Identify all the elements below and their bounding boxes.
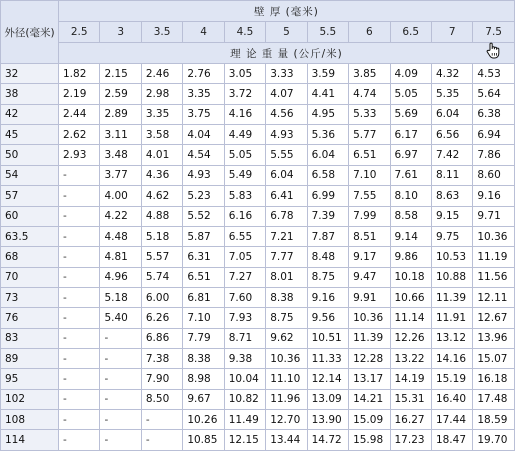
weight-cell: 2.76 [183, 64, 224, 84]
weight-cell: 14.19 [390, 369, 431, 389]
table-row [1, 349, 515, 369]
weight-cell: 9.16 [307, 287, 348, 307]
weight-cell: 6.00 [141, 287, 182, 307]
weight-cell: 6.17 [390, 125, 431, 145]
weight-cell: - [100, 369, 141, 389]
weight-cell: 4.49 [224, 125, 265, 145]
weight-cell: 16.27 [390, 410, 431, 430]
weight-cell: 10.66 [390, 287, 431, 307]
weight-cell: - [59, 328, 100, 348]
outer-diameter-cell: 95 [1, 369, 59, 389]
outer-diameter-cell: 45 [1, 125, 59, 145]
weight-cell: - [100, 349, 141, 369]
weight-cell: - [100, 328, 141, 348]
outer-diameter-cell: 60 [1, 206, 59, 226]
weight-cell: 6.31 [183, 247, 224, 267]
weight-cell: 13.17 [349, 369, 390, 389]
weight-cell: 17.23 [390, 430, 431, 451]
wall-thickness-column-header: 4 [183, 22, 224, 43]
wall-thickness-column-header: 6 [349, 22, 390, 43]
weight-cell: 5.35 [431, 84, 472, 104]
weight-cell: 5.05 [224, 145, 265, 165]
outer-diameter-cell: 32 [1, 64, 59, 84]
weight-cell: 6.78 [266, 206, 307, 226]
weight-cell: 3.11 [100, 125, 141, 145]
weight-cell: - [59, 247, 100, 267]
weight-cell: 5.49 [224, 165, 265, 185]
weight-cell: 4.93 [183, 165, 224, 185]
outer-diameter-cell: 54 [1, 165, 59, 185]
weight-cell: 3.05 [224, 64, 265, 84]
wall-thickness-title: 壁 厚 (毫米) [59, 1, 515, 22]
weight-cell: 4.09 [390, 64, 431, 84]
weight-cell: 12.67 [473, 308, 514, 328]
weight-cell: 12.28 [349, 349, 390, 369]
weight-cell: 13.44 [266, 430, 307, 451]
weight-cell: 7.27 [224, 267, 265, 287]
weight-cell: 5.40 [100, 308, 141, 328]
weight-cell: 6.04 [431, 104, 472, 124]
outer-diameter-cell: 70 [1, 267, 59, 287]
weight-cell: 6.26 [141, 308, 182, 328]
weight-cell: 5.33 [349, 104, 390, 124]
wall-thickness-column-header: 3 [100, 22, 141, 43]
table-row [1, 287, 515, 307]
weight-cell: 5.57 [141, 247, 182, 267]
table-row [1, 247, 515, 267]
weight-cell: 4.81 [100, 247, 141, 267]
weight-cell: 10.85 [183, 430, 224, 451]
weight-cell: 8.38 [183, 349, 224, 369]
weight-cell: 5.64 [473, 84, 514, 104]
weight-cell: 13.09 [307, 389, 348, 409]
weight-cell: 2.44 [59, 104, 100, 124]
table-row [1, 410, 515, 430]
weight-cell: 11.10 [266, 369, 307, 389]
weight-cell: 4.01 [141, 145, 182, 165]
weight-cell: 16.18 [473, 369, 514, 389]
weight-cell: 4.54 [183, 145, 224, 165]
weight-cell: 5.23 [183, 186, 224, 206]
weight-cell: 3.85 [349, 64, 390, 84]
weight-cell: 10.82 [224, 389, 265, 409]
weight-cell: 2.62 [59, 125, 100, 145]
weight-cell: 9.75 [431, 226, 472, 246]
weight-cell: - [59, 430, 100, 451]
weight-cell: 4.04 [183, 125, 224, 145]
weight-cell: - [59, 226, 100, 246]
weight-cell: 10.26 [183, 410, 224, 430]
weight-cell: 15.07 [473, 349, 514, 369]
weight-cell: 5.83 [224, 186, 265, 206]
wall-thickness-column-header: 2.5 [59, 22, 100, 43]
wall-thickness-column-header: 4.5 [224, 22, 265, 43]
weight-cell: 6.56 [431, 125, 472, 145]
weight-cell: 8.58 [390, 206, 431, 226]
weight-cell: 7.60 [224, 287, 265, 307]
weight-cell: 13.90 [307, 410, 348, 430]
weight-cell: 9.56 [307, 308, 348, 328]
outer-diameter-cell: 57 [1, 186, 59, 206]
weight-cell: 17.44 [431, 410, 472, 430]
outer-diameter-cell: 73 [1, 287, 59, 307]
table-body [1, 64, 515, 451]
weight-cell: - [59, 349, 100, 369]
weight-cell: - [100, 410, 141, 430]
weight-cell: - [59, 206, 100, 226]
weight-cell: 3.35 [141, 104, 182, 124]
wall-thickness-column-header: 5 [266, 22, 307, 43]
weight-cell: 7.42 [431, 145, 472, 165]
weight-cell: - [59, 165, 100, 185]
weight-cell: 7.38 [141, 349, 182, 369]
weight-cell: 1.82 [59, 64, 100, 84]
weight-cell: 5.52 [183, 206, 224, 226]
weight-cell: 15.19 [431, 369, 472, 389]
wall-thickness-column-header: 3.5 [141, 22, 182, 43]
outer-diameter-cell: 63.5 [1, 226, 59, 246]
weight-cell: 14.21 [349, 389, 390, 409]
weight-cell: 3.72 [224, 84, 265, 104]
weight-cell: - [100, 430, 141, 451]
weight-cell: 4.48 [100, 226, 141, 246]
weight-cell: 8.75 [266, 308, 307, 328]
outer-diameter-cell: 114 [1, 430, 59, 451]
weight-cell: 4.93 [266, 125, 307, 145]
weight-cell: 10.36 [349, 308, 390, 328]
table-row [1, 226, 515, 246]
outer-diameter-cell: 102 [1, 389, 59, 409]
weight-cell: 6.58 [307, 165, 348, 185]
weight-cell: 11.19 [473, 247, 514, 267]
hand-pointer-icon [485, 41, 501, 59]
weight-cell: 12.70 [266, 410, 307, 430]
weight-cell: - [59, 389, 100, 409]
weight-cell: 5.05 [390, 84, 431, 104]
weight-cell: 4.53 [473, 64, 514, 84]
wall-thickness-column-header: 5.5 [307, 22, 348, 43]
weight-cell: 10.88 [431, 267, 472, 287]
weight-cell: 17.48 [473, 389, 514, 409]
weight-cell: 8.01 [266, 267, 307, 287]
table-row [1, 145, 515, 165]
table-row [1, 389, 515, 409]
weight-cell: 13.96 [473, 328, 514, 348]
weight-cell: - [59, 410, 100, 430]
table-row [1, 430, 515, 451]
weight-cell: 4.62 [141, 186, 182, 206]
weight-cell: 9.62 [266, 328, 307, 348]
outer-diameter-cell: 50 [1, 145, 59, 165]
weight-cell: 11.39 [431, 287, 472, 307]
weight-cell: 6.55 [224, 226, 265, 246]
weight-cell: 9.16 [473, 186, 514, 206]
weight-cell: 3.59 [307, 64, 348, 84]
wall-thickness-column-header: 7 [431, 22, 472, 43]
weight-cell: 6.97 [390, 145, 431, 165]
weight-cell: 7.21 [266, 226, 307, 246]
weight-cell: 7.86 [473, 145, 514, 165]
weight-cell: 4.32 [431, 64, 472, 84]
weight-cell: 6.04 [266, 165, 307, 185]
weight-cell: 10.36 [266, 349, 307, 369]
table-row [1, 267, 515, 287]
weight-cell: 18.47 [431, 430, 472, 451]
weight-cell: 10.36 [473, 226, 514, 246]
table-row [1, 125, 515, 145]
weight-cell: 2.98 [141, 84, 182, 104]
table-row [1, 206, 515, 226]
weight-cell: 2.59 [100, 84, 141, 104]
weight-cell: 3.48 [100, 145, 141, 165]
weight-cell: 14.72 [307, 430, 348, 451]
weight-cell: 3.77 [100, 165, 141, 185]
weight-cell: 7.90 [141, 369, 182, 389]
weight-cell: 12.14 [307, 369, 348, 389]
weight-cell: 5.77 [349, 125, 390, 145]
weight-cell: 9.91 [349, 287, 390, 307]
weight-cell: 4.36 [141, 165, 182, 185]
weight-cell: 8.75 [307, 267, 348, 287]
weight-cell: 5.36 [307, 125, 348, 145]
weight-cell: 3.75 [183, 104, 224, 124]
header-row-wall-title [1, 1, 515, 22]
weight-cell: 2.46 [141, 64, 182, 84]
weight-cell: 15.31 [390, 389, 431, 409]
table-row [1, 84, 515, 104]
weight-cell: 9.17 [349, 247, 390, 267]
weight-cell: 6.81 [183, 287, 224, 307]
weight-cell: 10.04 [224, 369, 265, 389]
weight-cell: 5.18 [100, 287, 141, 307]
weight-cell: 5.87 [183, 226, 224, 246]
weight-cell: 6.99 [307, 186, 348, 206]
weight-cell: 3.35 [183, 84, 224, 104]
outer-diameter-cell: 76 [1, 308, 59, 328]
weight-cell: 8.50 [141, 389, 182, 409]
wall-thickness-column-header: 6.5 [390, 22, 431, 43]
table-row [1, 369, 515, 389]
weight-cell: 11.56 [473, 267, 514, 287]
weight-cell: 7.77 [266, 247, 307, 267]
weight-cell: 8.51 [349, 226, 390, 246]
table-row [1, 104, 515, 124]
weight-cell: 12.15 [224, 430, 265, 451]
weight-cell: 18.59 [473, 410, 514, 430]
weight-cell: 5.55 [266, 145, 307, 165]
weight-cell: 11.33 [307, 349, 348, 369]
weight-cell: 2.93 [59, 145, 100, 165]
weight-cell: - [59, 186, 100, 206]
weight-cell: 9.14 [390, 226, 431, 246]
weight-cell: 4.74 [349, 84, 390, 104]
weight-cell: 15.98 [349, 430, 390, 451]
weight-cell: 12.11 [473, 287, 514, 307]
weight-cell: 4.00 [100, 186, 141, 206]
weight-cell: 19.70 [473, 430, 514, 451]
weight-cell: 7.05 [224, 247, 265, 267]
weight-cell: 4.41 [307, 84, 348, 104]
weight-cell: 7.87 [307, 226, 348, 246]
weight-cell: 10.18 [390, 267, 431, 287]
weight-cell: 7.61 [390, 165, 431, 185]
weight-cell: 11.39 [349, 328, 390, 348]
outer-diameter-cell: 38 [1, 84, 59, 104]
table-row [1, 328, 515, 348]
weight-cell: 11.14 [390, 308, 431, 328]
weight-cell: - [100, 389, 141, 409]
weight-cell: 8.38 [266, 287, 307, 307]
weight-cell: 2.19 [59, 84, 100, 104]
weight-cell: 13.12 [431, 328, 472, 348]
table-row [1, 64, 515, 84]
weight-cell: 4.88 [141, 206, 182, 226]
weight-cell: 4.96 [100, 267, 141, 287]
weight-cell: - [141, 410, 182, 430]
weight-cell: 6.38 [473, 104, 514, 124]
weight-cell: 4.07 [266, 84, 307, 104]
outer-diameter-cell: 89 [1, 349, 59, 369]
weight-cell: 2.89 [100, 104, 141, 124]
weight-cell: 6.04 [307, 145, 348, 165]
weight-cell: 8.10 [390, 186, 431, 206]
weight-cell: 13.22 [390, 349, 431, 369]
weight-cell: 12.26 [390, 328, 431, 348]
weight-cell: 6.41 [266, 186, 307, 206]
weight-cell: 6.86 [141, 328, 182, 348]
weight-cell: 9.15 [431, 206, 472, 226]
weight-cell: 3.58 [141, 125, 182, 145]
weight-cell: 6.51 [349, 145, 390, 165]
weight-cell: 11.91 [431, 308, 472, 328]
weight-cell: 3.33 [266, 64, 307, 84]
weight-cell: 8.63 [431, 186, 472, 206]
weight-cell: 6.51 [183, 267, 224, 287]
weight-cell: 5.74 [141, 267, 182, 287]
weight-cell: - [59, 267, 100, 287]
weight-cell: 5.18 [141, 226, 182, 246]
table-header [1, 1, 515, 64]
weight-cell: 7.79 [183, 328, 224, 348]
weight-cell: 4.56 [266, 104, 307, 124]
header-row-thickness-values [1, 22, 515, 43]
weight-cell: 4.95 [307, 104, 348, 124]
weight-cell: 8.48 [307, 247, 348, 267]
weight-cell: 11.49 [224, 410, 265, 430]
wall-thickness-column-header: 7.5 [473, 22, 514, 43]
weight-cell: 8.71 [224, 328, 265, 348]
weight-cell: 6.16 [224, 206, 265, 226]
weight-cell: 10.51 [307, 328, 348, 348]
weight-cell: 2.15 [100, 64, 141, 84]
weight-cell: 9.86 [390, 247, 431, 267]
weight-cell: - [59, 369, 100, 389]
weight-cell: 9.67 [183, 389, 224, 409]
weight-cell: - [59, 308, 100, 328]
table-row [1, 165, 515, 185]
weight-cell: 9.47 [349, 267, 390, 287]
weight-cell: 8.98 [183, 369, 224, 389]
outer-diameter-header: 外径(毫米) [1, 1, 59, 64]
weight-cell: 10.53 [431, 247, 472, 267]
weight-cell: 9.38 [224, 349, 265, 369]
weight-cell: 7.10 [183, 308, 224, 328]
weight-cell: 5.69 [390, 104, 431, 124]
weight-cell: 14.16 [431, 349, 472, 369]
weight-cell: - [141, 430, 182, 451]
weight-cell: 11.96 [266, 389, 307, 409]
weight-cell: 7.55 [349, 186, 390, 206]
weight-cell: 9.71 [473, 206, 514, 226]
weight-cell: 15.09 [349, 410, 390, 430]
outer-diameter-cell: 108 [1, 410, 59, 430]
outer-diameter-cell: 83 [1, 328, 59, 348]
weight-cell: 16.40 [431, 389, 472, 409]
table-row [1, 308, 515, 328]
weight-cell: 7.93 [224, 308, 265, 328]
theoretical-weight-title: 理 论 重 量 (公斤/米) [59, 43, 515, 64]
table-row [1, 186, 515, 206]
weight-cell: - [59, 287, 100, 307]
weight-cell: 4.16 [224, 104, 265, 124]
outer-diameter-cell: 68 [1, 247, 59, 267]
weight-cell: 7.99 [349, 206, 390, 226]
header-row-weight-title [1, 43, 515, 64]
outer-diameter-cell: 42 [1, 104, 59, 124]
weight-cell: 6.94 [473, 125, 514, 145]
weight-cell: 7.39 [307, 206, 348, 226]
weight-cell: 4.22 [100, 206, 141, 226]
weight-cell: 8.11 [431, 165, 472, 185]
weight-cell: 8.60 [473, 165, 514, 185]
weight-cell: 7.10 [349, 165, 390, 185]
